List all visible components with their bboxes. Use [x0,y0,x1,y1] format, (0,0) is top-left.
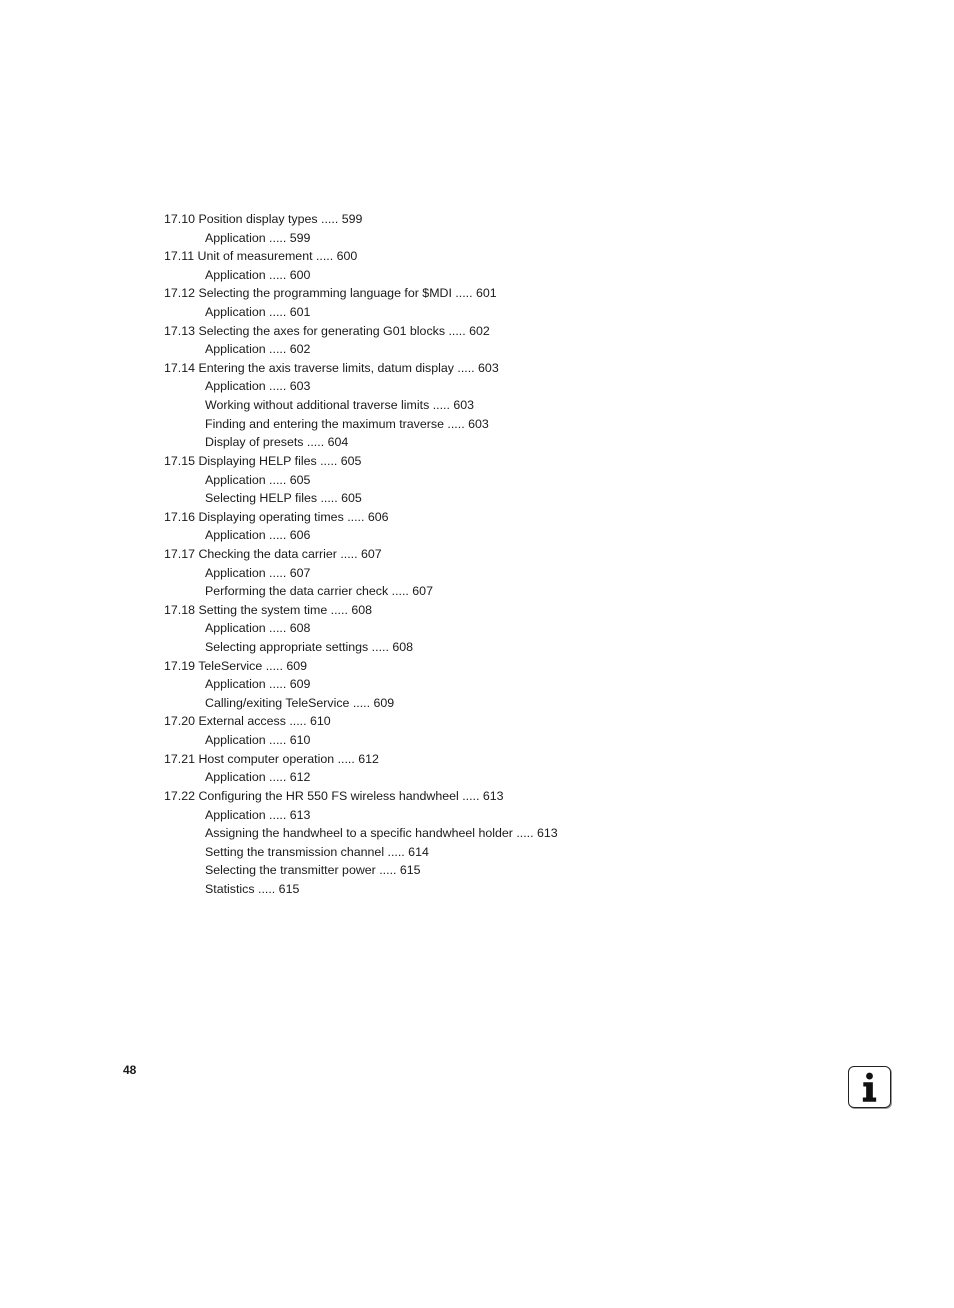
toc-subentry[interactable]: Application ..... 605 [205,472,311,487]
info-icon [848,1066,891,1108]
toc-entry[interactable]: 17.19 TeleService ..... 609 [164,658,308,673]
toc-subentry[interactable]: Assigning the handwheel to a specific handwheel holder ..... 613 [205,826,558,841]
toc-subentry[interactable]: Performing the data carrier check ..... 607 [205,584,433,599]
toc-subentry[interactable]: Setting the transmission channel ..... 614 [205,844,429,859]
toc-entry[interactable]: 17.14 Entering the axis traverse limits, datum display ..... 603 [164,360,499,375]
toc-subentry[interactable]: Application ..... 601 [205,305,311,320]
toc-entry[interactable]: 17.16 Displaying operating times ..... 606 [164,509,389,524]
toc-subentry[interactable]: Selecting the transmitter power ..... 615 [205,863,421,878]
toc-subentry[interactable]: Selecting appropriate settings ..... 608 [205,640,414,655]
toc-entry[interactable]: 17.12 Selecting the programming language for $MDI ..... 601 [164,286,497,301]
toc-subentry[interactable]: Application ..... 608 [205,621,311,636]
toc-subentry[interactable]: Application ..... 602 [205,342,311,357]
toc-subentry[interactable]: Application ..... 603 [205,379,311,394]
table-of-contents [164,210,724,899]
toc-subentry[interactable]: Application ..... 610 [205,733,311,748]
toc-entry[interactable]: 17.15 Displaying HELP files ..... 605 [164,453,362,468]
page-number: 48 [123,1063,137,1077]
toc-subentry[interactable]: Application ..... 599 [205,230,311,245]
toc-entry[interactable]: 17.22 Configuring the HR 550 FS wireless handwheel ..... 613 [164,788,504,803]
toc-subentry[interactable]: Working without additional traverse limits ..... 603 [205,398,475,413]
toc-subentry[interactable]: Calling/exiting TeleService ..... 609 [205,695,395,710]
toc-subentry[interactable]: Application ..... 612 [205,770,311,785]
toc-entry[interactable]: 17.17 Checking the data carrier ..... 607 [164,546,382,561]
toc-entry[interactable]: 17.18 Setting the system time ..... 608 [164,602,372,617]
toc-subentry[interactable]: Application ..... 609 [205,677,311,692]
toc-subentry[interactable]: Display of presets ..... 604 [205,435,349,450]
toc-subentry[interactable]: Application ..... 600 [205,267,311,282]
toc-subentry[interactable]: Application ..... 606 [205,528,311,543]
toc-subentry[interactable]: Application ..... 613 [205,807,311,822]
toc-entry[interactable]: 17.20 External access ..... 610 [164,714,331,729]
toc-subentry[interactable]: Selecting HELP files ..... 605 [205,491,362,506]
toc-entry[interactable]: 17.11 Unit of measurement ..... 600 [164,249,358,264]
toc-subentry[interactable]: Finding and entering the maximum traverse ..... 603 [205,416,489,431]
toc-entry[interactable]: 17.10 Position display types ..... 599 [164,212,363,226]
toc-subentry[interactable]: Application ..... 607 [205,565,311,580]
toc-subentry[interactable]: Statistics ..... 615 [205,881,300,896]
toc-entry[interactable]: 17.21 Host computer operation ..... 612 [164,751,379,766]
toc-entry[interactable]: 17.13 Selecting the axes for generating G01 blocks ..... 602 [164,323,490,338]
